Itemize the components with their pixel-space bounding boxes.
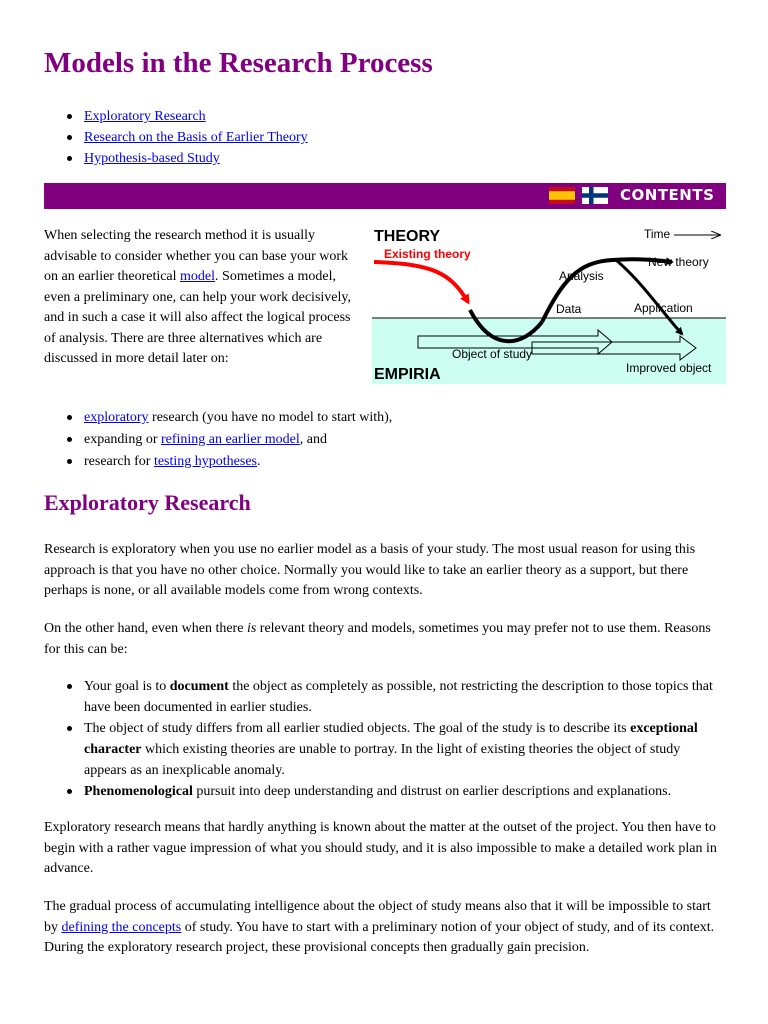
finnish-flag-icon[interactable] (582, 187, 608, 204)
new-theory-label: New theory (648, 255, 709, 269)
time-label: Time (644, 227, 671, 241)
data-label: Data (556, 302, 582, 316)
alternatives-list (44, 407, 726, 473)
bold-term: Phenomenological (84, 784, 193, 799)
list-item (44, 781, 726, 802)
emphasis: is (246, 621, 257, 636)
paragraph: Exploratory research means that hardly anything is known about the matter at the outset of the project. You then have to begin with a rather vague impression of what you should study, and it is also impossible to make a detailed work plan in advance. (44, 820, 717, 876)
list-item (44, 676, 726, 718)
exploratory-link[interactable]: exploratory (84, 410, 149, 425)
list-item-text: . (257, 454, 261, 469)
list-item-text: pursuit into deep understanding and distrust on earlier descriptions and explanations. (192, 784, 672, 799)
intro-paragraph (44, 226, 356, 370)
list-item-text: research for (84, 454, 154, 469)
object-of-study-label: Object of study (452, 347, 533, 361)
toc-link-earlier-theory[interactable]: Research on the Basis of Earlier Theory (84, 130, 308, 145)
toc-link-exploratory[interactable]: Exploratory Research (84, 109, 206, 124)
list-item (44, 407, 726, 429)
bold-term: exceptional character (84, 721, 698, 757)
improved-object-label: Improved object (626, 361, 712, 375)
intro-text-continued: . Sometimes a model, even a preliminary one, can help your work decisively, and in such a case it will also affect the logical process of analysis. There are three alternatives which are discussed in more detail later on: (44, 269, 351, 366)
list-item-text: the object as completely as possible, not restricting the description to those topics that have been documented in earlier studies. (84, 679, 713, 715)
paragraph (44, 897, 726, 959)
toc-item (44, 148, 308, 169)
list-item-text: research (you have no model to start with), (148, 410, 393, 425)
application-label: Application (634, 301, 693, 315)
paragraph-text: The gradual process of accumulating intelligence about the object of study means also that it will be impossible to start by (44, 899, 711, 935)
paragraph-text: On the other hand, even when there (44, 621, 247, 636)
section-heading-exploratory: Exploratory Research (44, 490, 251, 515)
analysis-label: Analysis (559, 269, 604, 283)
theory-label: THEORY (374, 228, 441, 245)
list-item (44, 451, 726, 473)
toc-link-hypothesis[interactable]: Hypothesis-based Study (84, 151, 220, 166)
testing-hypotheses-link[interactable]: testing hypotheses (153, 454, 257, 469)
list-item-text: Your goal is to (84, 679, 170, 694)
existing-theory-arrow (374, 262, 468, 302)
toc-item (44, 127, 308, 148)
refining-model-link[interactable]: refining an earlier model (160, 432, 300, 447)
defining-concepts-link[interactable]: defining the concepts (61, 919, 182, 935)
list-item (44, 718, 726, 781)
list-item-text: The object of study differs from all earlier studied objects. The goal of the study is to describe its (84, 721, 631, 736)
toc-item (44, 106, 308, 127)
paragraph-text: of study. You have to start with a preliminary notion of your object of study, and of its context. During the exploratory research project, these provisional concepts then gradually gain precision. (44, 919, 715, 955)
list-item (44, 429, 726, 451)
paragraph-text: relevant theory and models, sometimes you may prefer not to use them. Reasons for this can be: (44, 621, 711, 657)
page-title: Models in the Research Process (44, 47, 433, 79)
navigation-bar (44, 183, 726, 209)
list-item-text: , and (299, 432, 327, 447)
list-item-text: which existing theories are unable to portray. In the light of existing theories the object of study appears as an inexplicable anomaly. (84, 742, 681, 778)
model-link[interactable]: model (180, 269, 216, 284)
existing-theory-label: Existing theory (384, 247, 471, 261)
contents-link[interactable]: CONTENTS (620, 186, 715, 204)
list-item-text: expanding or (84, 432, 161, 447)
spanish-flag-icon[interactable] (549, 187, 575, 204)
paragraph (44, 619, 726, 660)
empiria-label: EMPIRIA (374, 366, 441, 383)
bold-term: document (169, 679, 229, 694)
reasons-list (44, 676, 726, 802)
paragraph: Research is exploratory when you use no earlier model as a basis of your study. The most usual reason for using this approach is that you have no other choice. Normally you would like to take an earlier theory as a support, but there perhaps is none, or all available models come from wrong contexts. (44, 542, 696, 598)
research-process-diagram (372, 222, 726, 384)
table-of-contents (44, 106, 308, 169)
intro-text: When selecting the research method it is usually advisable to consider whether you can base your work on an earlier theoretical (44, 228, 349, 284)
